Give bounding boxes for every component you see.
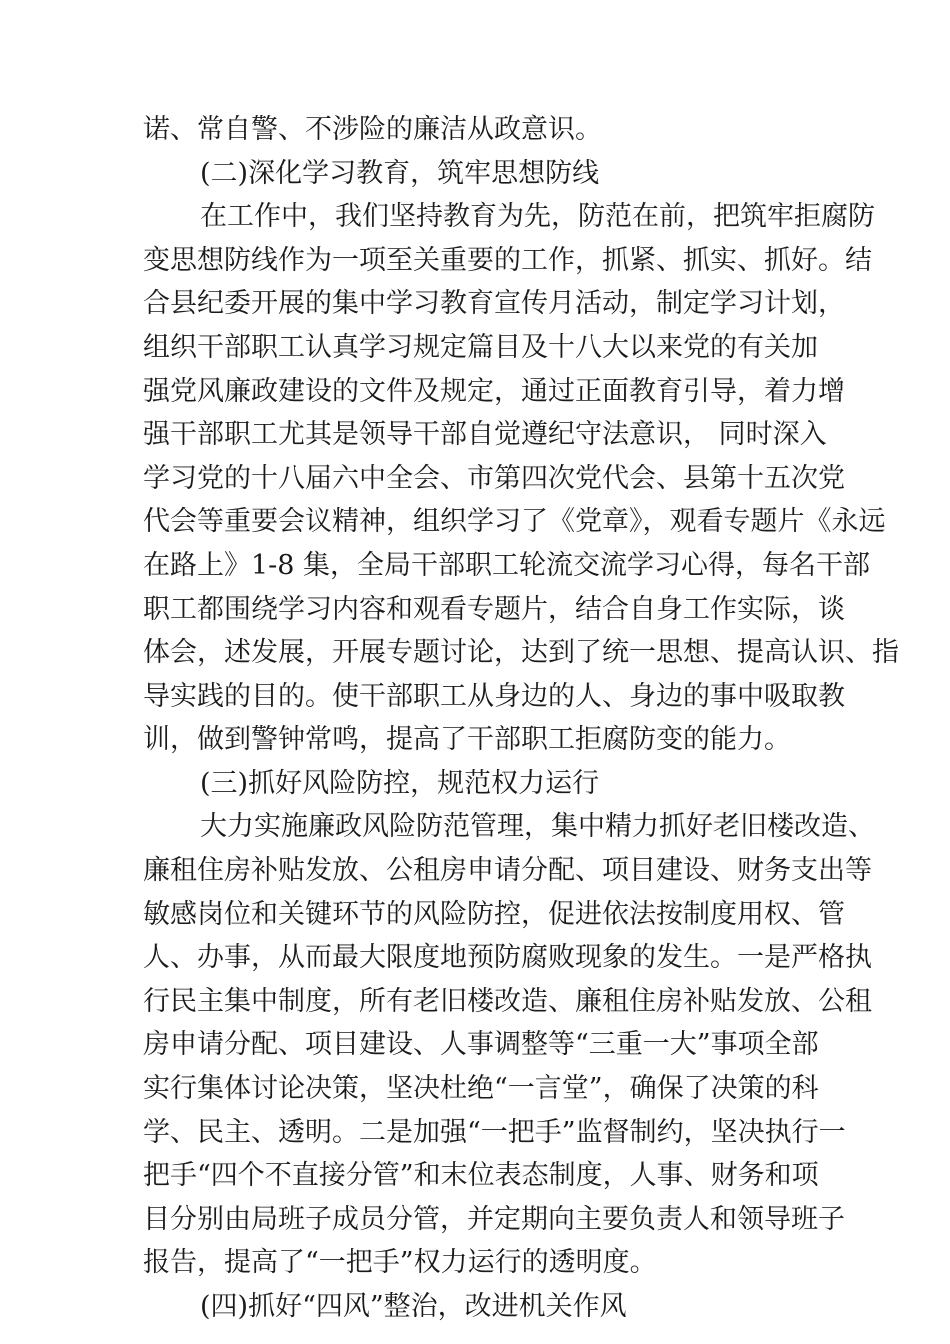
text-line: 人、办事，从而最大限度地预防腐败现象的发生。一是严格执 [143, 942, 872, 974]
text-line: 诺、常自警、不涉险的廉洁从政意识。 [143, 114, 602, 145]
section-heading: (三)抓好风险防控，规范权力运行 [200, 767, 600, 799]
text-line: 学、民主、透明。二是加强“一把手”监督制约，坚决执行一 [143, 1116, 846, 1148]
section-heading: (四)抓好“四风”整治，改进机关作风 [200, 1291, 627, 1322]
text-line: 导实践的目的。使干部职工从身边的人、身边的事中吸取教 [143, 680, 845, 712]
text-line: 变思想防线作为一项至关重要的工作，抓紧、抓实、抓好。结 [143, 244, 872, 276]
text-line: 敏感岗位和关键环节的风险防控，促进依法按制度用权、管 [143, 898, 845, 930]
text-line: 组织干部职工认真学习规定篇目及十八大以来党的有关加 [143, 331, 818, 363]
text-line: 把手“四个不直接分管”和末位表态制度，人事、财务和项 [143, 1160, 819, 1192]
text-line: 强党风廉政建设的文件及规定，通过正面教育引导，着力增 [143, 375, 845, 407]
paragraph-first-line: 在工作中，我们坚持教育为先，防范在前，把筑牢拒腐防 [200, 201, 875, 233]
text-line: 目分别由局班子成员分管，并定期向主要负责人和领导班子 [143, 1203, 845, 1235]
text-line: 强干部职工尤其是领导干部自觉遵纪守法意识， 同时深入 [143, 419, 827, 451]
text-line: 实行集体讨论决策，坚决杜绝“一言堂”，确保了决策的科 [143, 1073, 819, 1105]
text-line: 训，做到警钟常鸣，提高了干部职工拒腐防变的能力。 [143, 724, 791, 756]
text-line: 职工都围绕学习内容和观看专题片，结合自身工作实际，谈 [143, 593, 845, 625]
text-line: 房申请分配、项目建设、人事调整等“三重一大”事项全部 [143, 1029, 819, 1061]
text-line: 报告，提高了“一把手”权力运行的透明度。 [143, 1247, 657, 1279]
section-heading: (二)深化学习教育，筑牢思想防线 [200, 157, 600, 189]
text-line: 代会等重要会议精神，组织学习了《党章》，观看专题片《永远 [143, 506, 886, 538]
text-line: 合县纪委开展的集中学习教育宣传月活动，制定学习计划， [143, 288, 845, 320]
paragraph-first-line: 大力实施廉政风险防范管理，集中精力抓好老旧楼改造、 [200, 811, 875, 843]
text-line: 在路上》1-8 集，全局干部职工轮流交流学习心得，每名干部 [143, 549, 871, 581]
text-line: 廉租住房补贴发放、公租房申请分配、项目建设、财务支出等 [143, 855, 872, 887]
text-line: 学习党的十八届六中全会、市第四次党代会、县第十五次党 [143, 462, 845, 494]
text-line: 体会，述发展，开展专题讨论，达到了统一思想、提高认识、指 [143, 637, 899, 669]
text-line: 行民主集中制度，所有老旧楼改造、廉租住房补贴发放、公租 [143, 985, 872, 1017]
